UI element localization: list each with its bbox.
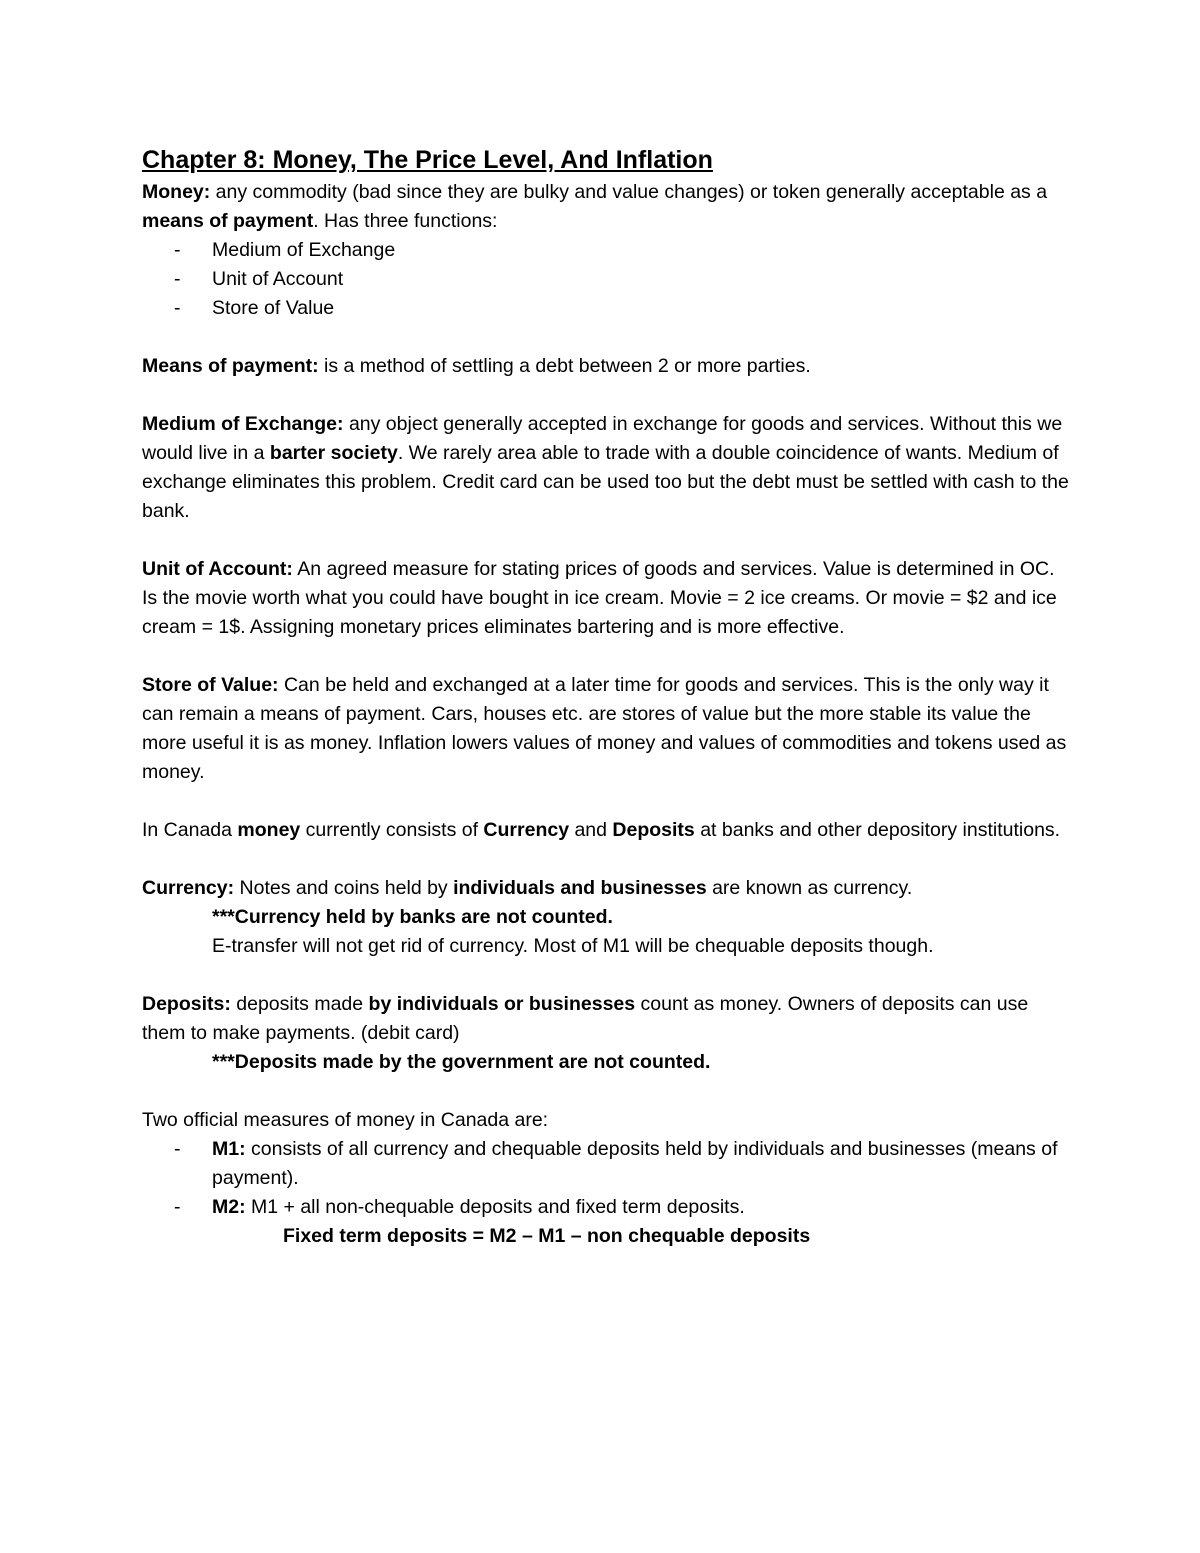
canada-money-paragraph: In Canada money currently consists of Currency and Deposits at banks and other depository institutions. — [142, 819, 1061, 841]
money-measures-list — [142, 1135, 1072, 1222]
list-item: - Store of Value — [142, 294, 1072, 323]
dash-bullet: - — [174, 268, 181, 290]
medium-of-exchange-definition: Medium of Exchange: any object generally accepted in exchange for goods and services. Without this we would live in a barter society. We rarely area able to trade with a double coincidence of wants. Medium of exchange eliminates this problem. Credit card can be used too but the debt must be settled with cash to the bank. — [142, 413, 1069, 522]
money-term: Money: — [142, 181, 211, 203]
store-of-value-definition: Store of Value: Can be held and exchanged at a later time for goods and services. This is the only way it can remain a means of payment. Cars, houses etc. are stores of value but the more stable its value the more useful it is as money. Inflation lowers values of money and values of commodities and tokens used as money. — [142, 674, 1067, 783]
measures-intro: Two official measures of money in Canada are: — [142, 1109, 549, 1131]
page-title: Chapter 8: Money, The Price Level, And Inflation — [142, 146, 713, 174]
dash-bullet: - — [174, 239, 181, 261]
dash-bullet: - — [174, 1138, 181, 1160]
dash-bullet: - — [174, 1196, 181, 1218]
list-item: - Medium of Exchange — [142, 236, 1072, 265]
deposits-note: ***Deposits made by the government are not counted. — [212, 1051, 711, 1073]
etransfer-note: E-transfer will not get rid of currency. Most of M1 will be chequable deposits though. — [212, 935, 934, 957]
money-definition: Money: any commodity (bad since they are bulky and value changes) or token generally acceptable as a means of payment. Has three functions: — [142, 181, 1048, 232]
unit-of-account-definition: Unit of Account: An agreed measure for stating prices of goods and services. Value is determined in OC. Is the movie worth what you could have bought in ice cream. Movie = 2 ice creams. Or movie = $2 and ice cream = 1$. Assigning monetary prices eliminates bartering and is more effective. — [142, 558, 1057, 638]
list-item: - M1: consists of all currency and chequable deposits held by individuals and businesses (means of payment). — [142, 1135, 1072, 1193]
currency-definition: Currency: Notes and coins held by individuals and businesses are known as currency. — [142, 877, 913, 899]
currency-note: ***Currency held by banks are not counted. — [212, 906, 613, 928]
dash-bullet: - — [174, 297, 181, 319]
money-functions-list — [142, 236, 1072, 323]
fixed-term-formula: Fixed term deposits = M2 – M1 – non chequable deposits — [283, 1225, 811, 1247]
list-item: - M2: M1 + all non-chequable deposits and fixed term deposits. — [142, 1193, 1072, 1222]
list-item: - Unit of Account — [142, 265, 1072, 294]
deposits-definition: Deposits: deposits made by individuals or businesses count as money. Owners of deposits can use them to make payments. (debit card) — [142, 993, 1029, 1044]
means-of-payment-definition: Means of payment: is a method of settling a debt between 2 or more parties. — [142, 355, 811, 377]
document-page — [142, 143, 1072, 1251]
